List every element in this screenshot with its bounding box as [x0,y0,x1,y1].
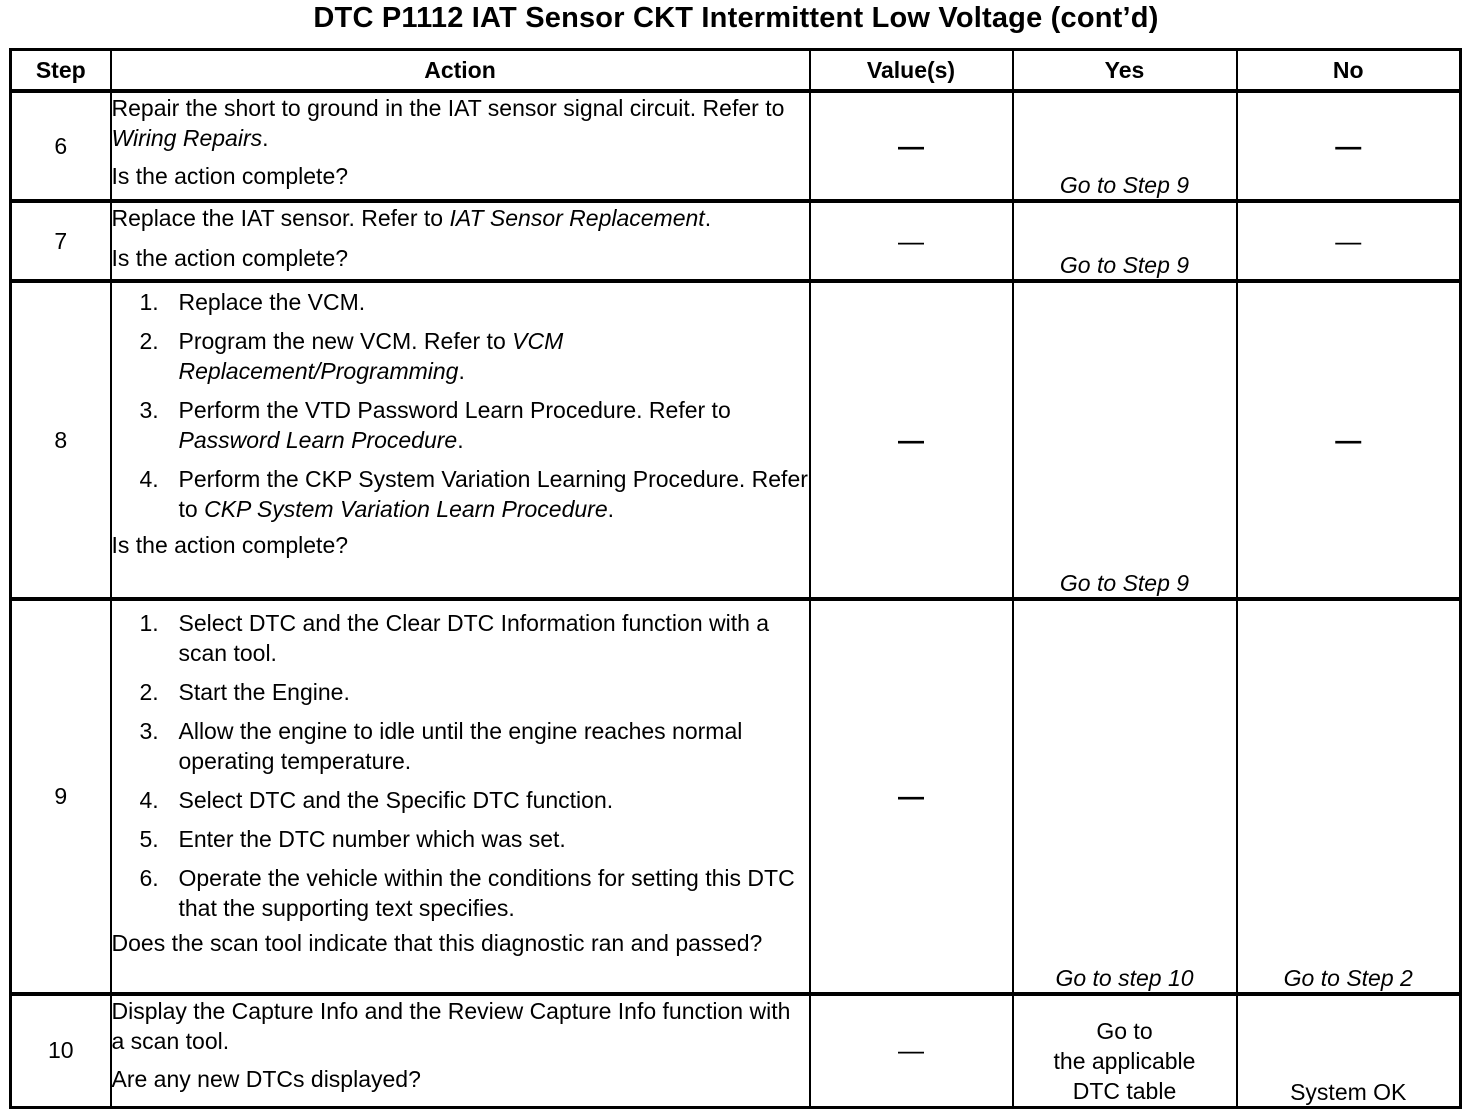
no-cell: — [1237,281,1461,599]
action-question: Is the action complete? [111,163,349,189]
step-number: 9 [11,599,111,994]
action-cell [111,201,810,281]
reference-link: Password Learn Procedure [178,427,458,453]
table-row-step-6 [11,91,1461,201]
value-cell: — [810,281,1013,599]
no-cell: — [1237,201,1461,281]
no-cell: Go to Step 2 [1237,599,1461,994]
header-values: Value(s) [810,50,1013,92]
value-cell: — [810,91,1013,201]
value-cell: — [810,994,1013,1107]
page-title: DTC P1112 IAT Sensor CKT Intermittent Low Voltage (cont’d) [313,2,1159,34]
list-item: 4. Select DTC and the Specific DTC function. [139,787,614,813]
reference-link: VCM Replacement/Programming [178,328,564,384]
action-text: Repair the short to ground in the IAT sensor signal circuit. Refer to Wiring Repairs. [111,95,785,151]
action-question: Are any new DTCs displayed? [111,1066,421,1092]
list-item: 3. Perform the VTD Password Learn Procedure. Refer to Password Learn Procedure. [139,397,731,453]
action-cell [111,599,810,994]
list-item: 1. Replace the VCM. [139,289,366,315]
list-item: 5. Enter the DTC number which was set. [139,826,566,852]
action-question: Is the action complete? [111,532,349,558]
yes-cell: Go to Step 9 [1013,91,1237,201]
list-item: 2. Start the Engine. [139,679,350,705]
table-row-step-9 [11,599,1461,994]
action-text: Replace the IAT sensor. Refer to IAT Sensor Replacement. [111,205,712,231]
reference-link: CKP System Variation Learn Procedure [204,496,608,522]
table-row-step-7 [11,201,1461,281]
list-item: 6. Operate the vehicle within the conditions for setting this DTC that the supporting text specifies. [139,865,795,921]
step-number: 7 [11,201,111,281]
yes-cell: Go to Step 9 [1013,281,1237,599]
yes-cell: Go to step 10 [1013,599,1237,994]
header-action: Action [111,50,810,92]
table-row-step-10 [11,994,1461,1107]
header-row [11,50,1461,92]
action-question: Is the action complete? [111,245,349,271]
action-cell [111,91,810,201]
action-cell [111,994,810,1107]
yes-cell: Go to the applicable DTC table [1013,994,1237,1107]
table-row-step-8 [11,281,1461,599]
reference-link: IAT Sensor Replacement [449,205,705,231]
no-cell: — [1237,91,1461,201]
yes-cell: Go to Step 9 [1013,201,1237,281]
value-cell: — [810,599,1013,994]
step-number: 8 [11,281,111,599]
header-no: No [1237,50,1461,92]
list-item: 2. Program the new VCM. Refer to VCM Replacement/Programming. [139,328,564,384]
step-number: 10 [11,994,111,1107]
action-question: Does the scan tool indicate that this diagnostic ran and passed? [111,930,763,956]
action-text: Display the Capture Info and the Review Capture Info function with a scan tool. [111,998,791,1054]
step-number: 6 [11,91,111,201]
dtc-diagnostic-table [9,48,1462,1109]
list-item: 3. Allow the engine to idle until the engine reaches normal operating temperature. [139,718,743,774]
list-item: 4. Perform the CKP System Variation Learning Procedure. Refer to CKP System Variation Learn Procedure. [139,466,808,522]
no-cell: System OK [1237,994,1461,1107]
header-yes: Yes [1013,50,1237,92]
value-cell: — [810,201,1013,281]
action-cell [111,281,810,599]
action-steps-list [112,287,809,524]
header-step: Step [11,50,111,92]
reference-link: Wiring Repairs [111,125,263,151]
action-steps-list [112,608,809,923]
list-item: 1. Select DTC and the Clear DTC Information function with a scan tool. [139,610,770,666]
